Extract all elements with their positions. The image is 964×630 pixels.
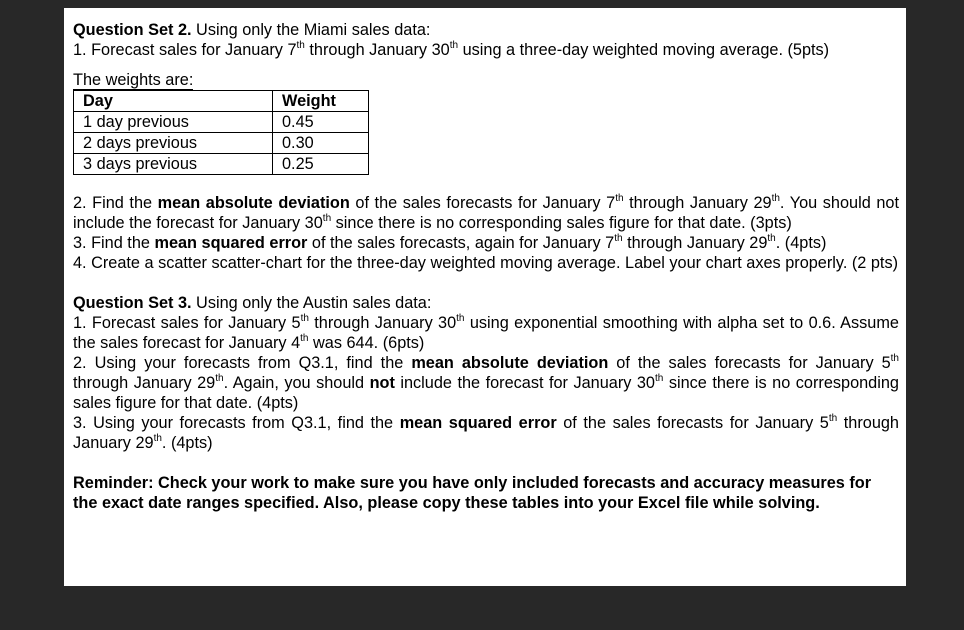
qs2-q3-sup-1: th bbox=[614, 232, 623, 244]
qs3-q1-text-c: using exponential smoothing with alpha set to 0.6. Assume the sales forecast for January 4 bbox=[73, 314, 899, 352]
weights-table-header bbox=[74, 91, 369, 112]
document-page bbox=[64, 8, 906, 586]
question-set-2-title: Question Set 2. bbox=[73, 21, 192, 39]
qs2-q2-bold: mean absolute deviation bbox=[157, 194, 350, 212]
qs2-q1-text-b: through January 30 bbox=[304, 41, 450, 59]
qs3-q2-sup-2: th bbox=[215, 372, 224, 384]
qs3-q1-sup-2: th bbox=[456, 312, 465, 324]
weights-intro bbox=[73, 70, 899, 90]
qs3-q2-sup-1: th bbox=[890, 352, 899, 364]
cell-weight: 0.25 bbox=[273, 154, 369, 175]
reminder bbox=[73, 473, 899, 513]
table-row bbox=[74, 112, 369, 133]
qs3-q2-text-b: of the sales forecasts for January 5 bbox=[608, 354, 891, 372]
question-set-2-subtitle: Using only the Miami sales data: bbox=[191, 21, 431, 39]
cell-day: 3 days previous bbox=[74, 154, 273, 175]
qs3-q2-bold: mean absolute deviation bbox=[411, 354, 609, 372]
qs2-q2-sup-3: th bbox=[322, 212, 332, 224]
qs3-q1-text-d: was 644. (6pts) bbox=[308, 334, 425, 352]
qs3-q1-sup-3: th bbox=[300, 332, 309, 344]
qs2-q3-bold: mean squared error bbox=[154, 234, 308, 252]
qs2-question-2 bbox=[73, 193, 899, 233]
qs2-q2-text-c: through January 29 bbox=[623, 194, 772, 212]
document-content bbox=[73, 20, 899, 513]
question-set-3-title: Question Set 3. bbox=[73, 294, 192, 312]
weights-table bbox=[73, 90, 369, 175]
qs3-q3-text-a: 3. Using your forecasts from Q3.1, find the bbox=[73, 414, 400, 432]
qs2-q2-text-a: 2. Find the bbox=[73, 194, 158, 212]
qs2-q2-sup-2: th bbox=[771, 192, 780, 204]
cell-day: 2 days previous bbox=[74, 133, 273, 154]
qs3-q1-sup-1: th bbox=[300, 312, 309, 324]
qs3-q3-sup-2: th bbox=[153, 432, 162, 444]
qs3-q2-sup-3: th bbox=[655, 372, 664, 384]
header-weight: Weight bbox=[273, 91, 369, 112]
qs3-q2-text-c: through January 29 bbox=[73, 374, 216, 392]
question-set-3-subtitle: Using only the Austin sales data: bbox=[191, 294, 432, 312]
qs3-question-1 bbox=[73, 313, 899, 353]
qs2-q3-text-b: of the sales forecasts, again for January 7 bbox=[307, 234, 615, 252]
cell-day: 1 day previous bbox=[74, 112, 273, 133]
qs2-q2-text-e: since there is no corresponding sales figure for that date. (3pts) bbox=[331, 214, 792, 232]
qs2-question-3 bbox=[73, 233, 899, 253]
qs3-q1-text-a: 1. Forecast sales for January 5 bbox=[73, 314, 301, 332]
qs3-q2-text-f: since there is no corresponding sales figure for that date. (4pts) bbox=[73, 374, 899, 412]
qs2-q3-sup-2: th bbox=[767, 232, 776, 244]
qs3-q3-text-b: of the sales forecasts for January 5 bbox=[556, 414, 829, 432]
qs3-q2-text-a: 2. Using your forecasts from Q3.1, find the bbox=[73, 354, 412, 372]
qs3-question-3 bbox=[73, 413, 899, 453]
table-row bbox=[74, 133, 369, 154]
table-row bbox=[74, 154, 369, 175]
qs2-q3-text-d: . (4pts) bbox=[775, 234, 827, 252]
cell-weight: 0.30 bbox=[273, 133, 369, 154]
qs2-q2-sup-1: th bbox=[615, 192, 624, 204]
question-set-2-heading bbox=[73, 20, 899, 40]
qs2-q3-text-a: 3. Find the bbox=[73, 234, 155, 252]
qs3-q3-text-d: . (4pts) bbox=[161, 434, 213, 452]
weights-intro-text: The weights are: bbox=[73, 71, 194, 89]
qs2-question-4: 4. Create a scatter scatter-chart for the three-day weighted moving average. Label your chart axes properly. (2 pts) bbox=[73, 254, 899, 272]
qs3-q2-bold-2: not bbox=[369, 374, 395, 392]
cell-weight: 0.45 bbox=[273, 112, 369, 133]
qs3-q1-text-b: through January 30 bbox=[308, 314, 457, 332]
qs2-q1-sup-1: th bbox=[296, 39, 305, 51]
question-set-3-heading bbox=[73, 293, 899, 313]
reminder-text: Reminder: Check your work to make sure you have only included forecasts and accuracy measures for the exact date ranges specified. Also, please copy these tables into your Excel file while solving. bbox=[73, 474, 872, 512]
qs2-question-1 bbox=[73, 40, 899, 60]
qs2-q2-text-b: of the sales forecasts for January 7 bbox=[349, 194, 616, 212]
qs3-q3-text-c: through January 29 bbox=[73, 414, 899, 452]
qs3-q2-text-e: include the forecast for January 30 bbox=[394, 374, 655, 392]
qs2-q3-text-c: through January 29 bbox=[622, 234, 768, 252]
qs3-q2-text-d: . Again, you should bbox=[223, 374, 370, 392]
qs3-q3-sup-1: th bbox=[828, 412, 838, 424]
qs2-q2-text-d: . You should not include the forecast for January 30 bbox=[73, 194, 899, 232]
qs3-question-2 bbox=[73, 353, 899, 413]
qs2-q1-sup-2: th bbox=[449, 39, 459, 51]
qs2-q1-text-c: using a three-day weighted moving average. (5pts) bbox=[458, 41, 830, 59]
qs3-q3-bold: mean squared error bbox=[399, 414, 557, 432]
header-day: Day bbox=[74, 91, 273, 112]
qs2-q1-text-a: 1. Forecast sales for January 7 bbox=[73, 41, 297, 59]
